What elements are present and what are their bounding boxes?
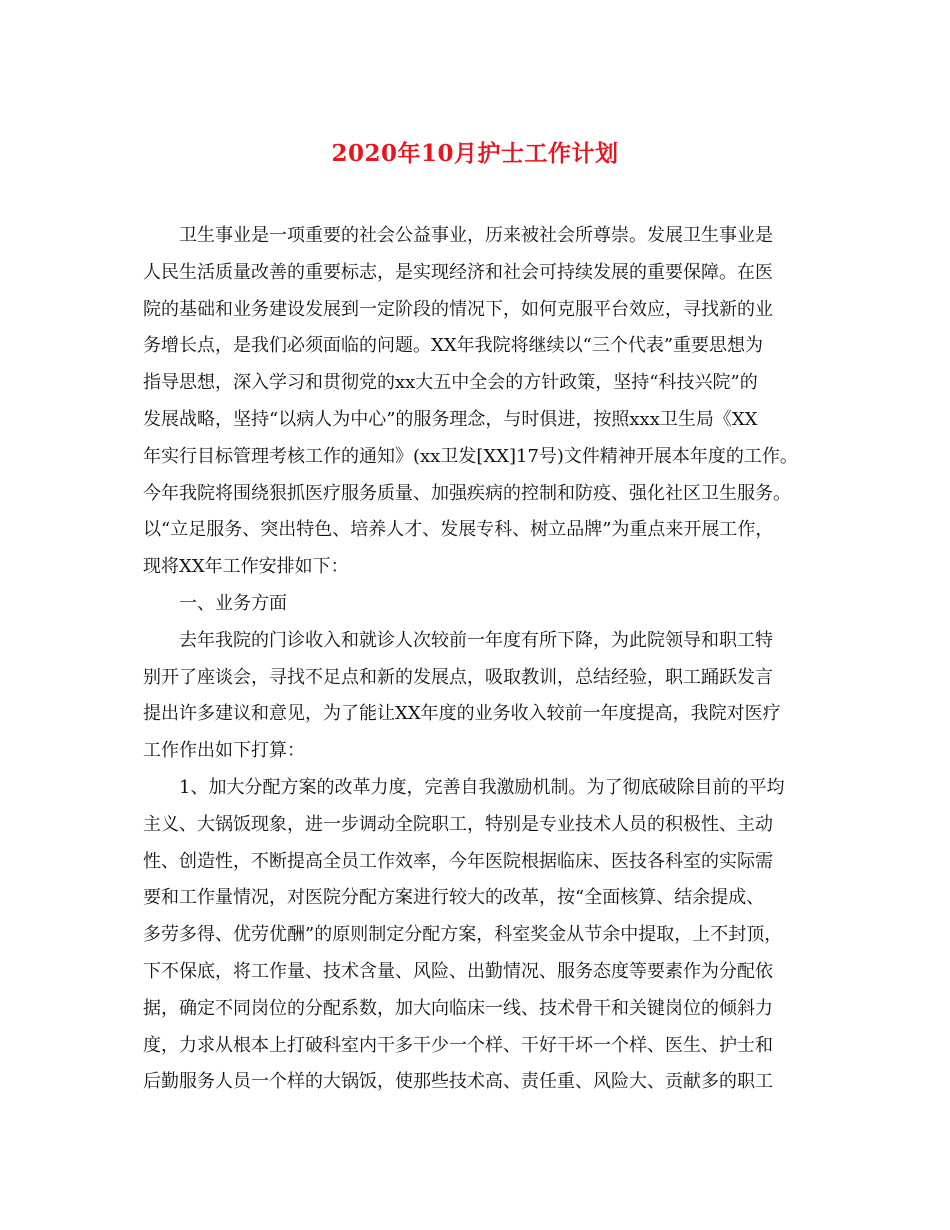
paragraph-line: 去年我院的门诊收入和就诊人次较前一年度有所下降，为此院领导和职工特 bbox=[179, 629, 773, 651]
paragraph-line: 务增长点，是我们必须面临的问题。XX年我院将继续以“三个代表”重要思想为 bbox=[143, 335, 764, 357]
paragraph-line: 下不保底，将工作量、技术含量、风险、出勤情况、服务态度等要素作为分配依 bbox=[143, 960, 773, 982]
paragraph-line: 提出许多建议和意见，为了能让XX年度的业务收入较前一年度提高，我院对医疗 bbox=[143, 703, 781, 725]
document-body bbox=[143, 218, 803, 1101]
paragraph-line: 卫生事业是一项重要的社会公益事业，历来被社会所尊崇。发展卫生事业是 bbox=[179, 225, 773, 246]
paragraph-line: 度，力求从根本上打破科室内干多干少一个样、干好干坏一个样、医生、护士和 bbox=[143, 1034, 773, 1056]
paragraph-line: 院的基础和业务建设发展到一定阶段的情况下，如何克服平台效应，寻找新的业 bbox=[143, 298, 773, 320]
paragraph-line: 以“立足服务、突出特色、培养人才、发展专科、树立品牌”为重点来开展工作， bbox=[143, 519, 774, 541]
document-title: 2020年10月护士工作计划 bbox=[331, 140, 619, 167]
paragraph-line: 指导思想，深入学习和贯彻党的xx大五中全会的方针政策，坚持“科技兴院”的 bbox=[143, 372, 758, 394]
paragraph-line: 据，确定不同岗位的分配系数，加大向临床一线、技术骨干和关键岗位的倾斜力 bbox=[143, 997, 773, 1019]
paragraph-line: 主义、大锅饭现象，进一步调动全院职工，特别是专业技术人员的积极性、主动 bbox=[143, 813, 773, 835]
paragraph-line: 发展战略，坚持“以病人为中心”的服务理念，与时俱进，按照xxx卫生局《XX bbox=[143, 408, 758, 430]
paragraph-line: 别开了座谈会，寻找不足点和新的发展点，吸取教训，总结经验，职工踊跃发言 bbox=[143, 666, 773, 688]
paragraph-line: 今年我院将围绕狠抓医疗服务质量、加强疾病的控制和防疫、强化社区卫生服务。 bbox=[143, 482, 791, 504]
paragraph-line: 1、加大分配方案的改革力度，完善自我激励机制。为了彻底破除目前的平均 bbox=[179, 776, 785, 798]
paragraph-line: 年实行目标管理考核工作的通知》(xx卫发[XX]17号)文件精神开展本年度的工作。 bbox=[143, 445, 798, 467]
paragraph-line: 人民生活质量改善的重要标志，是实现经济和社会可持续发展的重要保障。在医 bbox=[143, 261, 773, 283]
section-heading: 一、业务方面 bbox=[179, 592, 287, 614]
paragraph-line: 多劳多得、优劳优酬”的原则制定分配方案，科室奖金从节余中提取，上不封顶， bbox=[143, 924, 783, 946]
paragraph-line: 要和工作量情况，对医院分配方案进行较大的改革，按“全面核算、结余提成、 bbox=[143, 887, 765, 909]
paragraph-line: 后勤服务人员一个样的大锅饭，使那些技术高、责任重、风险大、贡献多的职工 bbox=[143, 1071, 773, 1093]
paragraph-line: 工作作出如下打算： bbox=[143, 740, 305, 762]
paragraph-line: 现将XX年工作安排如下： bbox=[143, 556, 349, 578]
paragraph-line: 性、创造性，不断提高全员工作效率，今年医院根据临床、医技各科室的实际需 bbox=[143, 850, 773, 872]
